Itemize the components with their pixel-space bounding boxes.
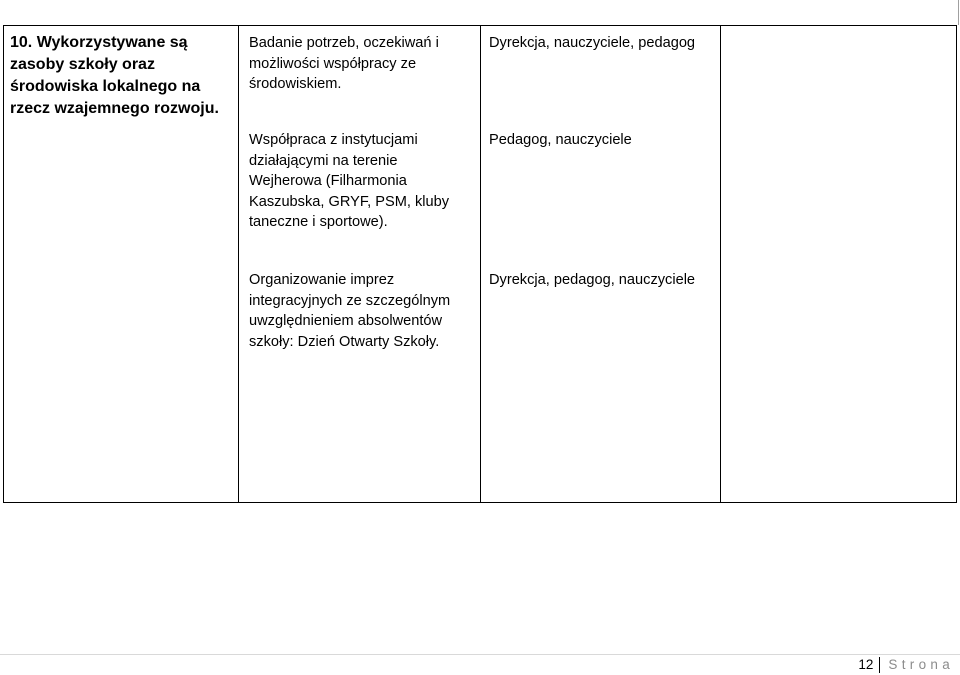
column-divider — [720, 26, 721, 502]
goal-cell: 10. Wykorzystywane są zasoby szkoły oraz środowiska lokalnego na rzecz wzajemnego rozwoju. — [10, 34, 219, 117]
page-footer — [858, 656, 954, 674]
column-divider — [238, 26, 239, 502]
task-cell: Współpraca z instytucjami działającymi na terenie Wejherowa (Filharmonia Kaszubska, GRYF, PSM, kluby taneczne i sportowe). — [249, 132, 450, 230]
responsible-cell: Dyrekcja, pedagog, nauczyciele — [489, 272, 696, 288]
page-separator — [879, 657, 880, 673]
plan-table — [3, 25, 957, 503]
responsible-cell: Dyrekcja, nauczyciele, pedagog — [489, 35, 696, 51]
table-top-edge — [958, 0, 959, 25]
responsible-cell: Pedagog, nauczyciele — [489, 132, 632, 148]
task-cell: Badanie potrzeb, oczekiwań i możliwości współpracy ze środowiskiem. — [249, 35, 439, 92]
page-label: Strona — [888, 657, 954, 672]
task-cell: Organizowanie imprez integracyjnych ze szczególnym uwzględnieniem absolwentów szkoły: Dzień Otwarty Szkoły. — [249, 272, 451, 350]
footer-divider — [0, 654, 960, 655]
page-number: 12 — [858, 657, 874, 672]
column-divider — [480, 26, 481, 502]
